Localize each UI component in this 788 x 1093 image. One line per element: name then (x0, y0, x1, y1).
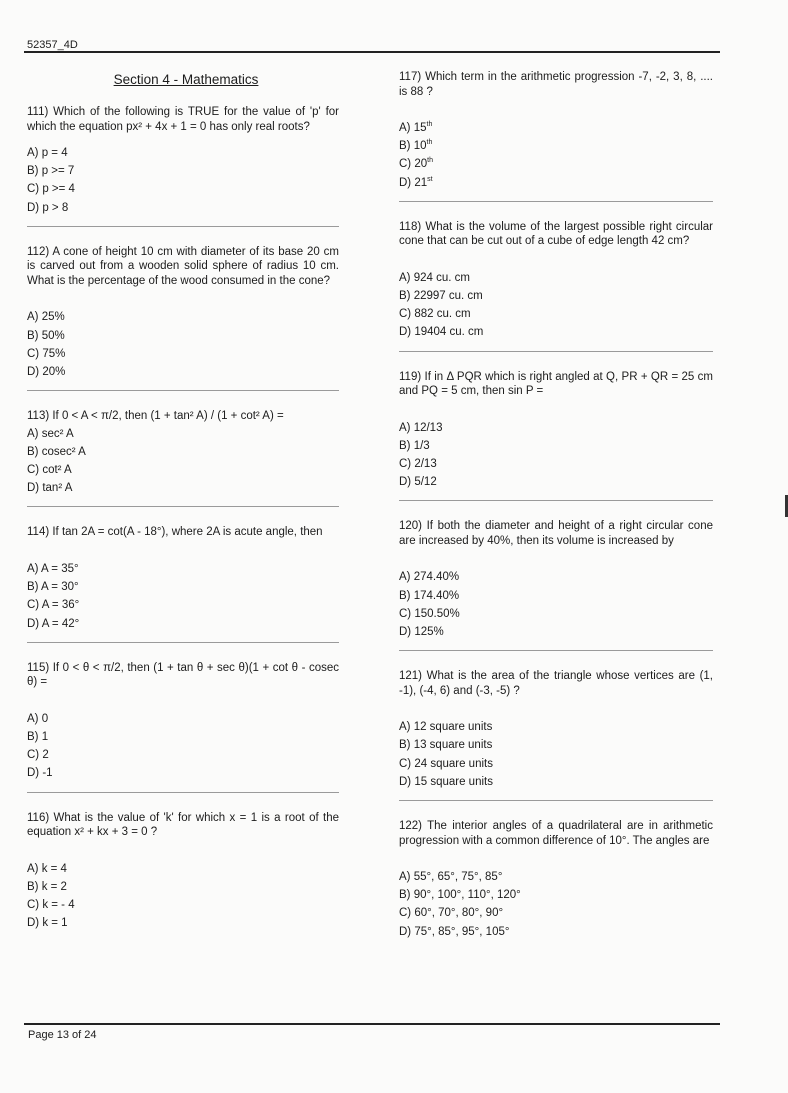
question-119 (399, 370, 713, 502)
option-d: D) A = 42° (27, 617, 80, 630)
question-text: 114) If tan 2A = cot(A - 18°), where 2A is acute angle, then (27, 526, 323, 539)
question-text: 113) If 0 < A < π/2, then (1 + tan² A) / (1 + cot² A) = (27, 410, 284, 423)
option-d: D) 20% (27, 365, 66, 378)
question-text: 119) If in Δ PQR which is right angled at Q, PR + QR = 25 cm and PQ = 5 cm, then sin P = (399, 370, 713, 398)
option-c: C) cot² A (27, 464, 72, 477)
options-list (27, 308, 339, 381)
question-divider (27, 642, 339, 643)
option-c: C) 150.50% (399, 607, 460, 620)
question-divider (399, 650, 713, 651)
option-b: B) cosec² A (27, 445, 86, 458)
header-rule (24, 51, 720, 53)
options-list (27, 144, 339, 217)
option-d: D) 75°, 85°, 95°, 105° (399, 925, 510, 938)
option-a: A) 15th (399, 121, 433, 134)
option-a: A) 12 square units (399, 721, 493, 734)
option-c: C) k = - 4 (27, 898, 75, 911)
option-c: C) 882 cu. cm (399, 308, 471, 321)
option-b: B) 1/3 (399, 439, 430, 452)
left-column (27, 72, 339, 932)
question-117 (399, 70, 713, 202)
question-divider (27, 506, 339, 507)
question-120 (399, 519, 713, 651)
option-a: A) 924 cu. cm (399, 271, 470, 284)
footer-rule (24, 1023, 720, 1025)
option-c: C) 75% (27, 347, 66, 360)
option-c: C) 2 (27, 749, 49, 762)
option-c: C) 60°, 70°, 80°, 90° (399, 907, 504, 920)
question-text: 122) The interior angles of a quadrilateral are in arithmetic progression with a common difference of 10°. The angles are (399, 820, 713, 847)
question-text: 116) What is the value of 'k' for which x = 1 is a root of the equation x² + kx + 3 = 0 ? (27, 811, 339, 839)
question-text: 118) What is the volume of the largest possible right circular cone that can be cut out of a cube of edge length 42 cm? (399, 220, 713, 248)
option-b: B) 174.40% (399, 589, 460, 602)
question-text: 117) Which term in the arithmetic progression -7, -2, 3, 8, .... is 88 ? (399, 71, 713, 98)
question-113 (27, 409, 339, 507)
options-list (27, 860, 339, 933)
option-d: D) 19404 cu. cm (399, 326, 484, 339)
question-divider (27, 226, 339, 227)
option-c: C) A = 36° (27, 599, 80, 612)
options-list (399, 119, 713, 192)
options-list (399, 269, 713, 342)
page-number: Page 13 of 24 (28, 1029, 97, 1041)
option-a: A) sec² A (27, 427, 74, 440)
section-title: Section 4 - Mathematics (113, 72, 259, 87)
option-b: B) 13 square units (399, 739, 493, 752)
option-a: A) 0 (27, 712, 49, 725)
option-c: C) p >= 4 (27, 183, 75, 196)
option-b: B) 90°, 100°, 110°, 120° (399, 889, 521, 902)
question-divider (399, 201, 713, 202)
right-column (399, 70, 713, 941)
option-d: D) k = 1 (27, 917, 68, 930)
options-list (399, 568, 713, 641)
options-list (27, 560, 339, 633)
option-d: D) 15 square units (399, 775, 493, 788)
question-112 (27, 245, 339, 391)
options-list (399, 419, 713, 492)
question-122 (399, 819, 713, 941)
option-c: C) 20th (399, 157, 433, 171)
option-a: A) 25% (27, 311, 65, 324)
question-115 (27, 661, 339, 793)
question-divider (399, 351, 713, 352)
option-b: B) 10th (399, 139, 433, 153)
question-114 (27, 525, 339, 642)
question-118 (399, 220, 713, 352)
options-list (399, 868, 713, 941)
option-b: B) 50% (27, 329, 65, 342)
question-divider (399, 800, 713, 801)
question-text: 115) If 0 < θ < π/2, then (1 + tan θ + sec θ)(1 + cot θ - cosec θ) = (27, 661, 339, 689)
question-divider (399, 500, 713, 501)
option-b: B) p >= 7 (27, 165, 75, 178)
option-d: D) 125% (399, 626, 444, 639)
option-d: D) p > 8 (27, 201, 69, 214)
option-a: A) k = 4 (27, 862, 67, 875)
question-111 (27, 105, 339, 227)
question-divider (27, 792, 339, 793)
option-b: B) 1 (27, 730, 49, 743)
option-b: B) A = 30° (27, 581, 79, 594)
question-116 (27, 811, 339, 933)
option-a: A) 274.40% (399, 571, 460, 584)
question-divider (27, 390, 339, 391)
exam-code: 52357_4D (27, 39, 78, 51)
option-d: D) 5/12 (399, 476, 437, 489)
question-text: 120) If both the diameter and height of a right circular cone are increased by 40%, then its volume is increased by (399, 520, 713, 547)
question-text: 111) Which of the following is TRUE for the value of 'p' for which the equation px² + 4x + 1 = 0 has only real roots? (27, 106, 339, 133)
options-list (27, 710, 339, 783)
option-a: A) 12/13 (399, 421, 443, 434)
option-b: B) 22997 cu. cm (399, 290, 483, 303)
option-a: A) 55°, 65°, 75°, 85° (399, 871, 503, 884)
option-a: A) A = 35° (27, 562, 79, 575)
options-list (27, 425, 339, 498)
option-a: A) p = 4 (27, 147, 68, 159)
question-text: 121) What is the area of the triangle whose vertices are (1, -1), (-4, 6) and (-3, -5) ? (399, 670, 713, 697)
question-121 (399, 669, 713, 801)
question-text: 112) A cone of height 10 cm with diameter of its base 20 cm is carved out from a wooden solid sphere of radius 10 cm. What is the percentage of the wood consumed in the cone? (27, 245, 339, 287)
option-d: D) tan² A (27, 482, 73, 495)
option-c: C) 24 square units (399, 757, 493, 770)
option-d: D) 21st (399, 175, 433, 189)
option-d: D) -1 (27, 767, 53, 780)
option-c: C) 2/13 (399, 458, 437, 471)
option-b: B) k = 2 (27, 880, 67, 893)
options-list (399, 718, 713, 791)
